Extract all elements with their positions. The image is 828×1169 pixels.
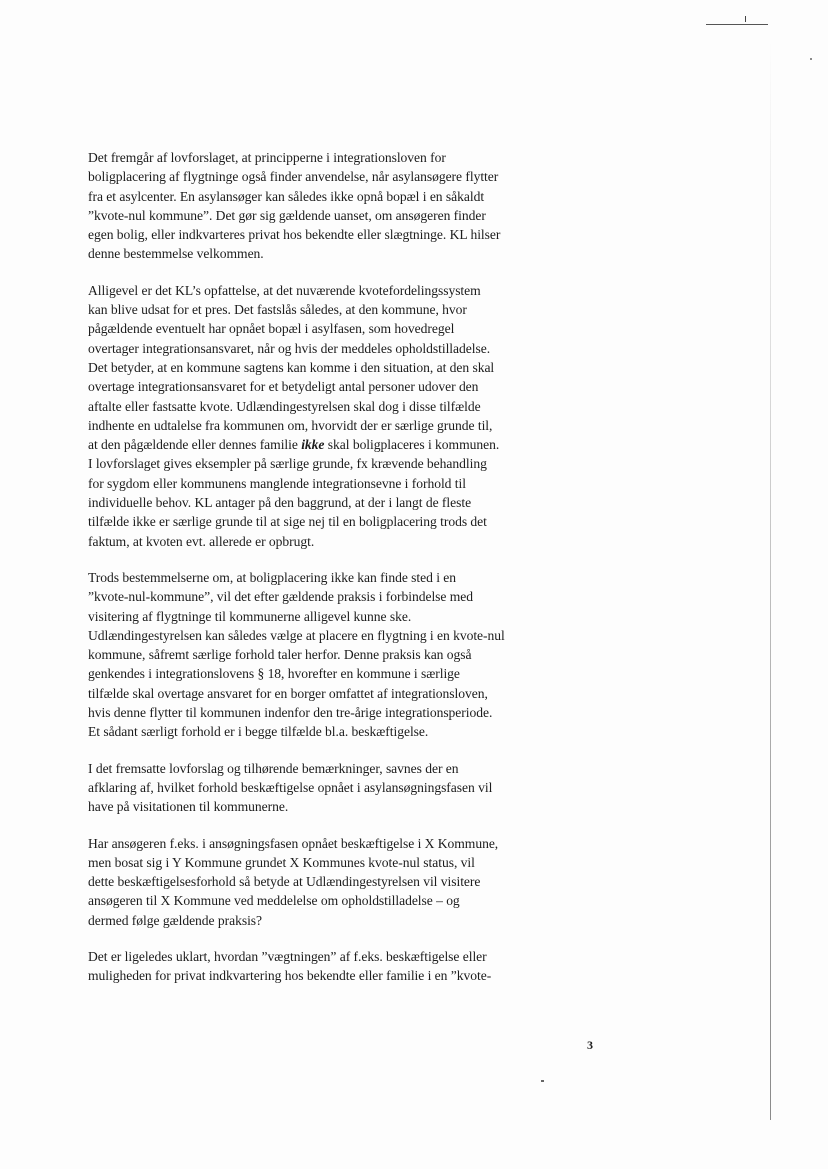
emphasis-text: ikke (301, 437, 325, 453)
text-line: afklaring af, hvilket forhold beskæftigelse opnået i asylansøgningsfasen vil (88, 779, 493, 795)
text-line: dette beskæftigelsesforhold så betyde at Udlændingestyrelsen vil visitere (88, 874, 481, 890)
text-line: genkendes i integrationslovens § 18, hvorefter en kommune i særlige (88, 666, 460, 682)
text-line: overtage integrationsansvaret for et betydeligt antal personer udover den (88, 379, 479, 395)
text-line: Det er ligeledes uklart, hvordan ”vægtningen” af f.eks. beskæftigelse eller (88, 948, 487, 964)
text-line: visitering af flygtninge til kommunerne alligevel kunne ske. (88, 608, 412, 624)
paragraph-5 (88, 834, 568, 930)
text-line: ”kvote-nul-kommune”, vil det efter gældende praksis i forbindelse med (88, 589, 473, 605)
document-body (88, 148, 568, 1003)
text-line: muligheden for privat indkvartering hos bekendte eller familie i en ”kvote- (88, 968, 492, 984)
page-number: 3 (587, 1038, 593, 1052)
text-line: egen bolig, eller indkvarteres privat hos bekendte eller slægtninge. KL hilser (88, 227, 501, 243)
paragraph-2 (88, 281, 568, 551)
text-line: ”kvote-nul kommune”. Det gør sig gældende uanset, om ansøgeren finder (88, 207, 486, 223)
text-line: fra et asylcenter. En asylansøger kan således ikke opnå bopæl i en såkaldt (88, 188, 485, 204)
scan-artifact-tick (745, 16, 746, 22)
text-line: I lovforslaget gives eksempler på særlige grunde, fx krævende behandling (88, 456, 487, 472)
text-line: ansøgeren til X Kommune ved meddelelse om opholdstilladelse – og (88, 893, 460, 909)
scan-artifact-edge (770, 40, 771, 1120)
text-line: faktum, at kvoten evt. allerede er opbrugt. (88, 533, 315, 549)
text-line: aftalte eller fastsatte kvote. Udlændingestyrelsen skal dog i disse tilfælde (88, 398, 481, 414)
text-line: have på visitationen til kommunerne. (88, 799, 289, 815)
text-line: hvis denne flytter til kommunen indenfor den tre-årige integrationsperiode. (88, 705, 493, 721)
text-line: denne bestemmelse velkommen. (88, 246, 264, 262)
text-line-emphasis (88, 435, 568, 454)
text-line: indhente en udtalelse fra kommunen om, hvorvidt der er særlige grunde til, (88, 417, 493, 433)
paragraph-4 (88, 759, 568, 817)
text-line: dermed følge gældende praksis? (88, 912, 263, 928)
text-line: overtager integrationsansvaret, når og hvis der meddeles opholdstilladelse. (88, 340, 491, 356)
paragraph-1 (88, 148, 568, 264)
text-line: tilfælde ikke er særlige grunde til at sige nej til en boligplacering trods det (88, 514, 487, 530)
text-segment: skal boligplaceres i kommunen. (324, 437, 500, 453)
text-line: Det betyder, at en kommune sagtens kan komme i den situation, at den skal (88, 359, 495, 375)
text-segment: at den pågældende eller dennes familie (88, 437, 302, 453)
text-line: for sygdom eller kommunens manglende integrationsevne i forhold til (88, 475, 466, 491)
text-line: men bosat sig i Y Kommune grundet X Kommunes kvote-nul status, vil (88, 854, 475, 870)
text-line: kan blive udsat for et pres. Det fastslås således, at den kommune, hvor (88, 302, 467, 318)
scan-artifact-dot (810, 58, 812, 60)
text-line: Har ansøgeren f.eks. i ansøgningsfasen opnået beskæftigelse i X Kommune, (88, 835, 499, 851)
text-line: Alligevel er det KL’s opfattelse, at det nuværende kvotefordelingssystem (88, 282, 481, 298)
text-line: I det fremsatte lovforslag og tilhørende bemærkninger, savnes der en (88, 760, 459, 776)
scan-artifact-line (706, 24, 768, 25)
text-line: Et sådant særligt forhold er i begge tilfælde bl.a. beskæftigelse. (88, 724, 429, 740)
paragraph-3 (88, 568, 568, 742)
paragraph-6 (88, 947, 568, 986)
text-line: Trods bestemmelserne om, at boligplacering ikke kan finde sted i en (88, 569, 457, 585)
text-line: pågældende eventuelt har opnået bopæl i asylfasen, som hovedregel (88, 321, 455, 337)
text-line: Udlændingestyrelsen kan således vælge at placere en flygtning i en kvote-nul (88, 627, 505, 643)
text-line: kommune, såfremt særlige forhold taler herfor. Denne praksis kan også (88, 647, 472, 663)
text-line: individuelle behov. KL antager på den baggrund, at der i langt de fleste (88, 495, 472, 511)
scan-artifact-dot (541, 1080, 544, 1082)
text-line: Det fremgår af lovforslaget, at principperne i integrationsloven for (88, 150, 446, 165)
text-line: boligplacering af flygtninge også finder anvendelse, når asylansøgere flytter (88, 169, 499, 185)
text-line: tilfælde skal overtage ansvaret for en borger omfattet af integrationsloven, (88, 685, 488, 701)
